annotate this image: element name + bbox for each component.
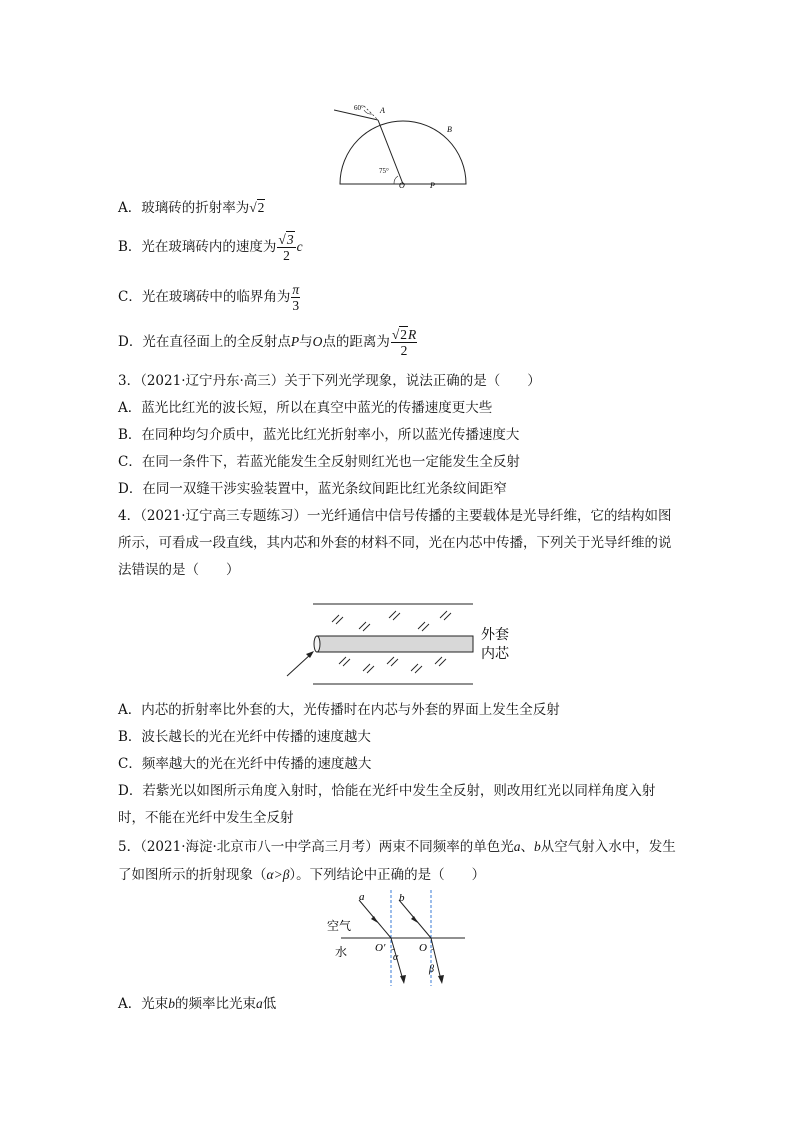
q2-option-a[interactable]: A．玻璃砖的折射率为√2	[118, 200, 265, 216]
fig1-angle75: 75°	[379, 167, 389, 175]
q3-option-d[interactable]: D．在同一双缝干涉实验装置中，蓝光条纹间距比红光条纹间距窄	[118, 481, 507, 497]
refraction-figure	[323, 888, 473, 988]
fig5-label-o2: O	[419, 942, 427, 954]
fig1-label-p: P	[430, 181, 435, 190]
ray-b-end-arrow	[438, 975, 444, 984]
q4-stem: 4．（2021·辽宁高三专题练习）一光纤通信中信号传播的主要载体是光导纤维，它的结构如图所示，可看成一段直线，其内芯和外套的材料不同，光在内芯中传播，下列关于光导纤维的说法错误的是（ ）	[118, 508, 672, 578]
q5-light-a: a	[513, 839, 521, 854]
q5-option-a-suffix: 低	[262, 996, 277, 1012]
fig5-label-alpha: α	[393, 952, 399, 963]
q2-option-c-num: π	[292, 282, 300, 297]
q3-option-a[interactable]: A．蓝光比红光的波长短，所以在真空中蓝光的传播速度更大些	[118, 400, 493, 416]
fig5-label-beta: β	[429, 964, 434, 975]
fiber-figure	[285, 598, 515, 688]
q4-option-c[interactable]: C．频率越大的光在光纤中传播的速度越大	[118, 756, 372, 772]
q4-option-d[interactable]: D．若紫光以如图所示角度入射时，恰能在光纤中发生全反射，则改用红光以同样角度入射时，不能在光纤中发生全反射	[118, 783, 656, 826]
q5-condition: α>β	[266, 867, 290, 882]
q2-option-c-text: C．光在玻璃砖中的临界角为	[118, 289, 291, 305]
fiber-core-end	[314, 636, 320, 652]
q5-option-a-prefix: A．光束	[118, 996, 169, 1012]
q5-option-a-a: a	[256, 996, 263, 1011]
q5-light-b: b	[534, 839, 541, 854]
q5-option-a[interactable]	[118, 995, 276, 1013]
q3-stem: 3．（2021·辽宁丹东·高三）关于下列光学现象，说法正确的是（ ）	[118, 373, 541, 389]
ray-b-arrow	[411, 916, 418, 923]
q5-sep: 、	[520, 839, 535, 855]
fiber-core	[317, 636, 473, 652]
q5-option-a-b: b	[168, 996, 175, 1011]
q2-option-b[interactable]: B．光在玻璃砖内的速度为 $\frac{√3}{2}$ c	[118, 232, 303, 263]
q2-option-d-suffix: 点的距离为	[322, 334, 390, 350]
q2-option-a-value: 2	[257, 200, 265, 215]
fig1-label-a: A	[380, 106, 385, 115]
q4-option-a[interactable]: A．内芯的折射率比外套的大，光传播时在内芯与外套的界面上发生全反射	[118, 702, 560, 718]
q2-option-c[interactable]	[118, 282, 301, 313]
q3-option-c[interactable]: C．在同一条件下，若蓝光能发生全反射则红光也一定能发生全反射	[118, 454, 520, 470]
fig1-label-b: B	[447, 125, 452, 134]
ray-a-end-arrow	[400, 975, 406, 984]
incident-arrow	[287, 654, 311, 676]
fig5-label-o1: O′	[375, 942, 386, 954]
fig5-label-b: b	[399, 892, 405, 904]
fig1-angle60: 60°	[354, 104, 364, 112]
q2-option-d-den: 2	[400, 343, 408, 358]
fig5-label-air: 空气	[327, 919, 352, 933]
q2-option-c-den: 3	[292, 298, 300, 313]
ray-a-arrow	[371, 916, 378, 923]
q5-stem	[118, 833, 678, 889]
q2-option-b-num: 3	[286, 232, 294, 247]
q2-option-d-text: D．光在直径面上的全反射点	[118, 334, 291, 350]
q2-option-d-num-r: R	[408, 327, 417, 342]
q5-stem-b: 从空气射入水中，发生了如图所示的折射现象（	[118, 839, 676, 883]
q2-option-b-unit: c	[296, 239, 303, 254]
fig5-label-a: a	[359, 891, 365, 903]
angle-arc-75	[394, 176, 398, 184]
q5-stem-c: ）。下列结论中正确的是（ ）	[289, 867, 486, 883]
q4-option-b[interactable]: B．波长越长的光在光纤中传播的速度越大	[118, 729, 371, 745]
hatch-bottom	[339, 657, 446, 673]
q2-option-b-text: B．光在玻璃砖内的速度为	[118, 239, 277, 255]
q3-option-b[interactable]: B．在同种均匀介质中，蓝光比红光折射率小，所以蓝光传播速度大	[118, 427, 520, 443]
q5-stem-a: 5．（2021·海淀·北京市八一中学高三月考）两束不同频率的单色光	[118, 839, 514, 855]
angle-arc-60	[364, 110, 372, 114]
q2-option-d-num-sqrt: 2	[400, 327, 407, 342]
fiber-label-outer: 外套	[481, 628, 509, 643]
q2-option-d-o: O	[312, 334, 323, 349]
q2-option-d[interactable]: D．光在直径面上的全反射点P与O点的距离为 $\frac{√2R}{2}$	[118, 327, 417, 358]
q2-option-a-text: A．玻璃砖的折射率为	[118, 200, 250, 216]
q2-option-d-p: P	[290, 334, 300, 349]
q2-option-b-den: 2	[283, 248, 290, 263]
fiber-label-inner: 内芯	[481, 647, 509, 662]
fig5-label-water: 水	[335, 945, 348, 959]
hatch-top	[332, 611, 451, 631]
q5-option-a-mid: 的频率比光束	[175, 996, 256, 1012]
fig1-label-o: O	[399, 181, 405, 190]
q2-option-d-mid: 与	[299, 334, 313, 350]
semicircle-figure	[334, 100, 474, 190]
